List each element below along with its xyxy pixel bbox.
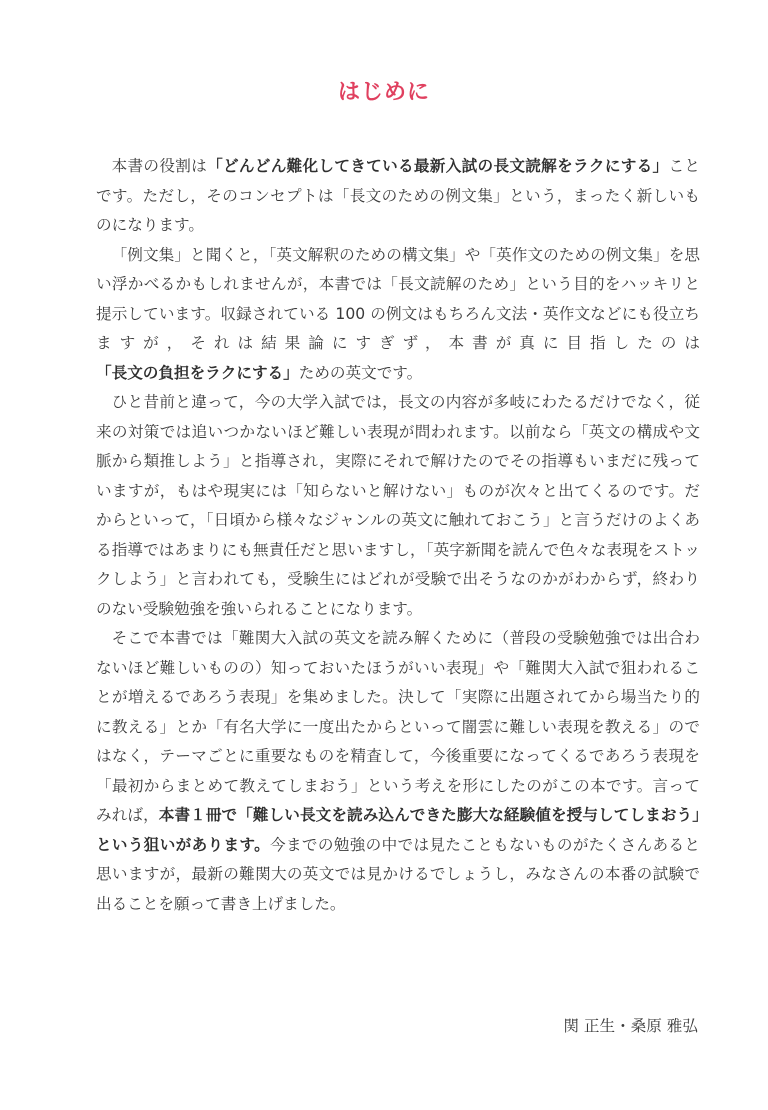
body-text bbox=[96, 152, 700, 919]
paragraph-4-bold-1: 本書１冊で「難しい長文を読み込んできた膨大な経験値を授与してしまおう」という狙いがあります。 bbox=[96, 806, 700, 854]
paragraph-4 bbox=[96, 624, 700, 919]
paragraph-2 bbox=[96, 241, 700, 389]
paragraph-2-text-2: ための英文です。 bbox=[298, 363, 423, 382]
paragraph-1-bold-1: 「どんどん難化してきている最新入試の長文読解をラクにする」 bbox=[207, 157, 669, 175]
author-signature: 関 正生・桑原 雅弘 bbox=[563, 1017, 698, 1035]
paragraph-3 bbox=[96, 388, 700, 624]
paragraph-2-bold-1: 「長文の負担をラクにする」 bbox=[96, 363, 299, 382]
paragraph-2-text-1: 「例文集」と聞くと，「英文解釈のための構文集」や「英作文のための例文集」を思い浮かべるかもしれませんが，本書では「長文読解のため」という目的をハッキリと提示しています。収録されている 100 の例文はもちろん文法・英作文などにも役立ちますが，それは結果論にすぎず，本書が真に目指したのは bbox=[96, 245, 700, 352]
paragraph-1-text-1: 本書の役割は bbox=[111, 157, 208, 175]
paragraph-1 bbox=[96, 152, 700, 241]
paragraph-1-text-2: ことです。ただし，そのコンセプトは「長文のための例文集」という，まったく新しいものになります。 bbox=[96, 157, 700, 234]
paragraph-4-text-1: そこで本書では「難関大入試の英文を読み解くために（普段の受験勉強では出合わないほど難しいものの）知っておいたほうがいい表現」や「難関大入試で狙われることが増えるであろう表現」を集めました。決して「実際に出題されてから場当たり的に教える」とか「有名大学に一度出たからといって闇雲に難しい表現を教える」のではなく，テーマごとに重要なものを精査して，今後重要になってくるであろう表現を「最初からまとめて教えてしまおう」という考えを形にしたのがこの本です。言ってみれば， bbox=[96, 629, 700, 824]
page-title: はじめに bbox=[337, 80, 430, 105]
paragraph-3-text-1: ひと昔前と違って，今の大学入試では，長文の内容が多岐にわたるだけでなく，従来の対策では追いつかないほど難しい表現が問われます。以前なら「英文の構成や文脈から類推しよう」と指導され，実際にそれで解けたのでその指導もいまだに残っていますが，もはや現実には「知らないと解けない」ものが次々と出てくるのです。だからといって，「日頃から様々なジャンルの英文に触れておこう」と言うだけのよくある指導ではあまりにも無責任だと思いますし，「英字新聞を読んで色々な表現をストックしよう」と言われても，受験生にはどれが受験で出そうなのかがわからず，終わりのない受験勉強を強いられることになります。 bbox=[96, 393, 700, 618]
paragraph-4-text-2: 今までの勉強の中では見たこともないものがたくさんあると思いますが，最新の難関大の英文では見かけるでしょうし，みなさんの本番の試験で出ることを願って書き上げました。 bbox=[96, 835, 700, 913]
